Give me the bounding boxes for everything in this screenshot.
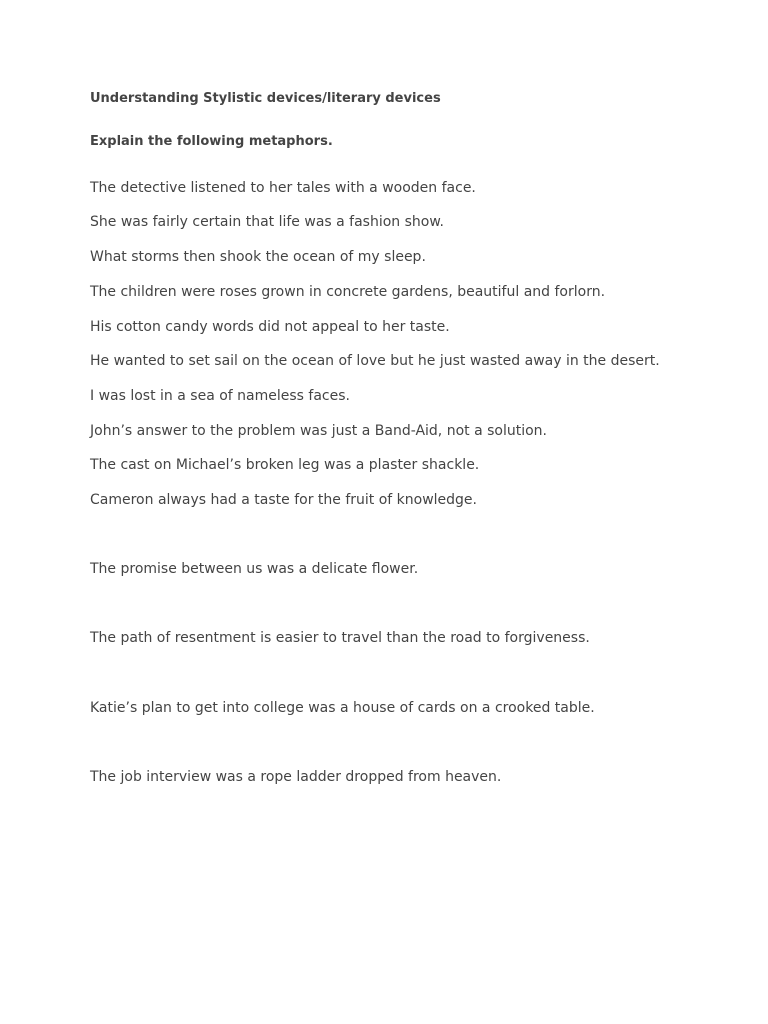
document-instruction: Explain the following metaphors.: [90, 134, 333, 149]
metaphor-sentence: She was fairly certain that life was a fashion show.: [90, 214, 444, 230]
metaphor-sentence: His cotton candy words did not appeal to her taste.: [90, 319, 450, 335]
metaphor-sentence: I was lost in a sea of nameless faces.: [90, 388, 350, 404]
metaphor-sentence: Cameron always had a taste for the fruit of knowledge.: [90, 492, 477, 508]
metaphor-sentence: The job interview was a rope ladder dropped from heaven.: [90, 769, 502, 785]
metaphor-sentence: He wanted to set sail on the ocean of love but he just wasted away in the desert.: [90, 353, 660, 369]
metaphor-sentence: The promise between us was a delicate flower.: [90, 561, 419, 577]
metaphor-sentence: The path of resentment is easier to travel than the road to forgiveness.: [90, 630, 590, 646]
metaphor-sentence: John’s answer to the problem was just a Band-Aid, not a solution.: [90, 423, 547, 439]
metaphor-sentence: The cast on Michael’s broken leg was a plaster shackle.: [90, 457, 480, 473]
metaphor-sentence: Katie’s plan to get into college was a house of cards on a crooked table.: [90, 700, 595, 716]
metaphor-sentence: The detective listened to her tales with a wooden face.: [90, 180, 476, 196]
metaphor-sentence: What storms then shook the ocean of my sleep.: [90, 249, 426, 265]
document-title: Understanding Stylistic devices/literary devices: [90, 91, 441, 106]
metaphor-sentence: The children were roses grown in concrete gardens, beautiful and forlorn.: [90, 284, 606, 300]
